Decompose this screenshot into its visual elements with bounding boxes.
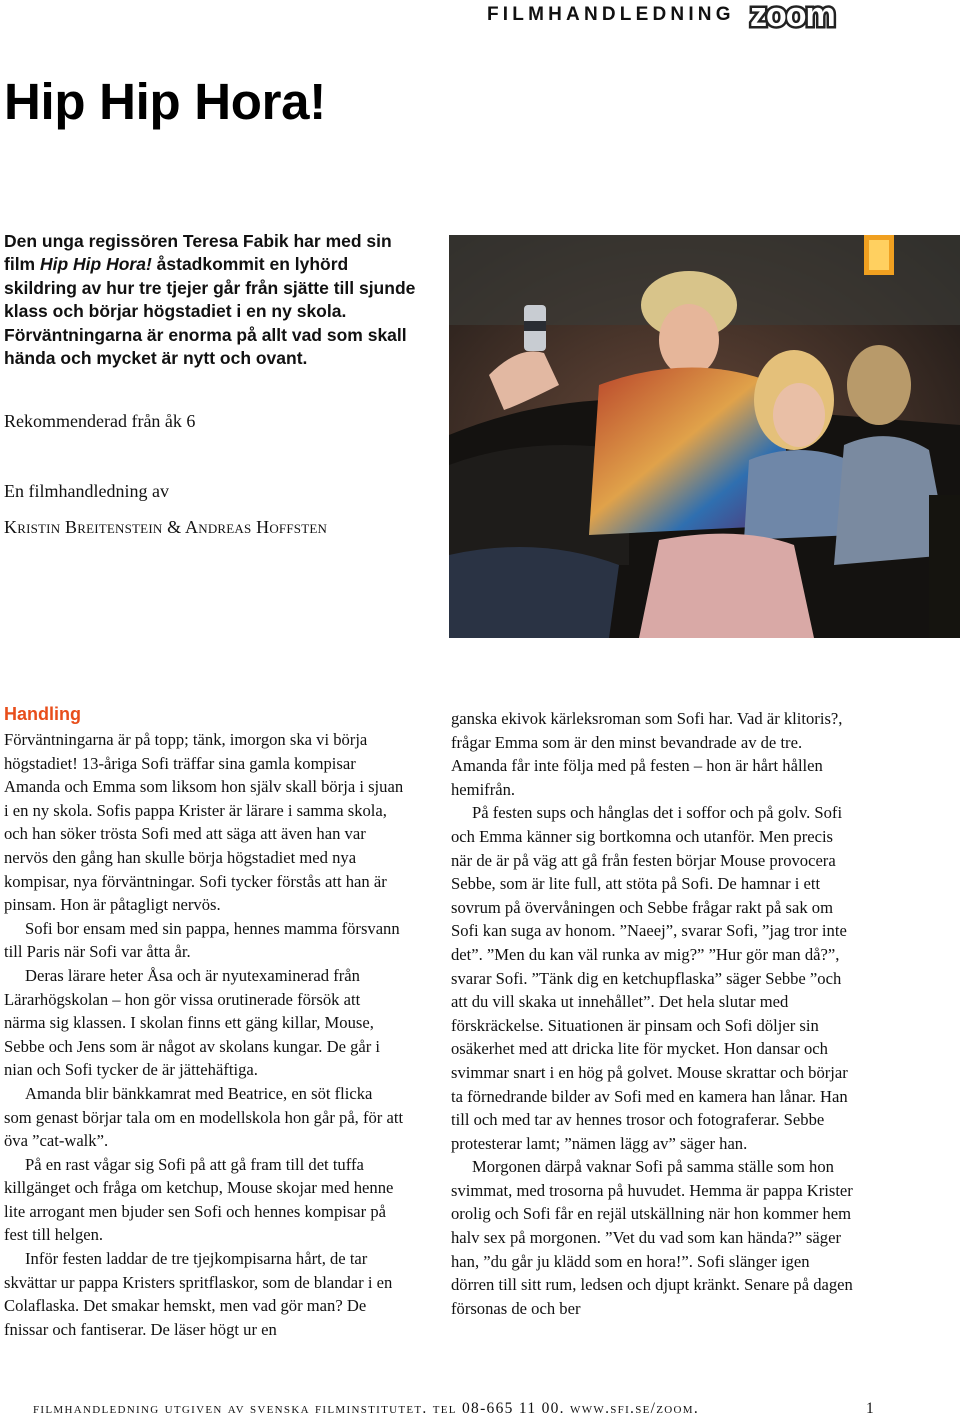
age-recommendation: Rekommenderad från åk 6 xyxy=(4,411,196,431)
text-column-left xyxy=(4,728,404,1341)
header-label: FILMHANDLEDNING xyxy=(487,4,735,25)
intro-paragraph xyxy=(4,230,416,370)
intro-text-start: Den unga regissören Teresa Fabik har med sin film xyxy=(4,231,392,275)
page-number: 1 xyxy=(866,1400,874,1417)
paragraph: Morgonen därpå vaknar Sofi på samma ställe som hon svimmat, med trosorna på huvudet. Hemma är pappa Krister orolig och Sofi får en rejäl utskällning när hon kommer hem halv sex på morgonen. ”Vet du vad som kan hända?” säger han, ”du går ju klädd som en hora!”. Sofi slänger igen dörren till sitt rum, ledsen och djupt kränkt. Senare på dagen försonas de och ber xyxy=(451,1157,853,1318)
text-column-right xyxy=(451,707,855,1320)
paragraph: Sofi bor ensam med sin pappa, hennes mamma försvann till Paris när Sofi var åtta år. xyxy=(4,918,400,962)
film-still-photo xyxy=(449,235,960,638)
footer-publisher-info: filmhandledning utgiven av svenska filminstitutet. tel 08-665 11 00. www.sfi.se/zoom. xyxy=(33,1400,700,1417)
paragraph: Förväntningarna är på topp; tänk, imorgon ska vi börja högstadiet! 13-åriga Sofi träffar sina gamla kompisar Amanda och Emma som liksom hon själv skall börja i sjuan i en ny skola. Sofis pappa Krister är lärare i samma skola, och han söker trösta Sofi med att säga att även han var nervös den gång han skulle börja högstadiet med nya kompisar, nya förväntningar. Sofi tycker förstås att han är pinsam. Hon är påtagligt nervös. xyxy=(4,730,404,915)
page-title: Hip Hip Hora! xyxy=(4,73,326,130)
intro-film-title: Hip Hip Hora! xyxy=(39,254,152,275)
paragraph: På festen sups och hånglas det i soffor och på golv. Sofi och Emma känner sig bortkomna och utanför. Men precis när de är på väg att gå från festen börjar Mouse provocera Sebbe, som är lite full, att stöta på Sofi. De hamnar i ett sovrum på övervåningen och Sebbe frågar rakt på sak om Sofi kan suga av honom. ”Naeej”, svarar Sofi, ”jag tror inte det”. ”Men du kan väl runka av mig?” ”Hur gör man då?”, svarar Sofi. ”Tänk dig en ketchupflaska” säger Sebbe ”och att du vill skaka ut innehållet”. Det hela slutar med förskräckelse. Situationen är pinsam och Sofi döljer sin osäkerhet med att dricka lite för mycket. Hon dansar och svimmar snart i en hög på golvet. Mouse skrattar och börjar ta förnedrande bilder av Sofi med en kamera han lånar. Han till och med tar av hennes trosor och fotograferar. Sebbe protesterar lamt; ”nämen lägg av” säger han. xyxy=(451,803,848,1153)
intro-text-end: åstadkommit en lyhörd skildring av hur tre tjejer går från sjätte till sjunde klass och börjar högstadiet i en ny skola. Förväntningarna är enorma på allt vad som skall hända och mycket är nytt och ovant. xyxy=(4,254,416,369)
paragraph: På en rast vågar sig Sofi på att gå fram till det tuffa killgänget och fråga om ketchup, Mouse skojar med henne lite arrogant men bjuder sen Sofi och hennes kompisar på fest till helgen. xyxy=(4,1154,394,1245)
paragraph: Inför festen laddar de tre tjejkompisarna hårt, de tar skvättar ur pappa Kristers spritflaskor, som de blandar i en Colaflaska. Det smakar hemskt, men vad gör man? De fnissar och fantiserar. De läser högt ur en xyxy=(4,1249,393,1339)
section-heading-plot: Handling xyxy=(4,704,81,724)
guide-byline-label: En filmhandledning av xyxy=(4,481,169,501)
paragraph: ganska ekivok kärleksroman som Sofi har. Vad är klitoris?, frågar Emma som är den minst bevandrade av de tre. Amanda får inte följa med på festen – hon är hårt hållen hemifrån. xyxy=(451,709,843,799)
zoom-logo: zoom xyxy=(750,0,835,34)
authors: Kristin Breitenstein & Andreas Hoffsten xyxy=(4,517,328,537)
paragraph: Amanda blir bänkkamrat med Beatrice, en söt flicka som genast börjar tala om en modellskola hon går på, för att öva ”cat-walk”. xyxy=(4,1083,404,1151)
film-still-illustration xyxy=(449,235,960,638)
paragraph: Deras lärare heter Åsa och är nyutexaminerad från Lärarhögskolan – hon gör vissa orutinerade försök att närma sig klassen. I skolan finns ett gäng killar, Mouse, Sebbe och Jens som är något av skolans kungar. De går i nian och Sofi tycker de är jättehäftiga. xyxy=(4,965,381,1080)
